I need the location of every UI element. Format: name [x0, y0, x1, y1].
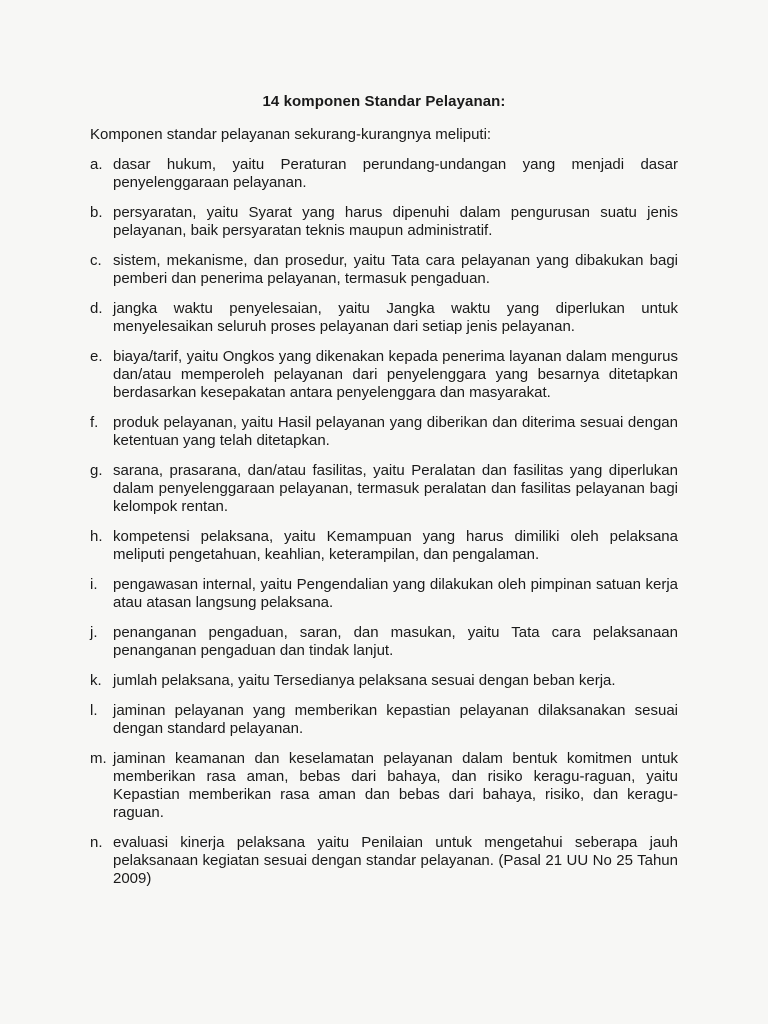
item-text: jaminan pelayanan yang memberikan kepastian pelayanan dilaksanakan sesuai dengan standard pelayanan. [113, 702, 678, 737]
list-item-k [90, 672, 678, 690]
item-text: dasar hukum, yaitu Peraturan perundang-undangan yang menjadi dasar penyelenggaraan pelayanan. [113, 156, 678, 191]
item-marker: f. [90, 414, 99, 431]
item-marker: m. [90, 750, 107, 767]
item-text: penanganan pengaduan, saran, dan masukan, yaitu Tata cara pelaksanaan penanganan pengaduan dan tindak lanjut. [113, 624, 678, 659]
list-item-c [90, 252, 678, 288]
list-item-a [90, 156, 678, 192]
item-marker: b. [90, 204, 103, 221]
item-marker: d. [90, 300, 103, 317]
item-marker: j. [90, 624, 98, 641]
list-item-n [90, 834, 678, 888]
item-marker: a. [90, 156, 103, 173]
item-text: jumlah pelaksana, yaitu Tersedianya pelaksana sesuai dengan beban kerja. [113, 672, 616, 689]
item-text: persyaratan, yaitu Syarat yang harus dipenuhi dalam pengurusan suatu jenis pelayanan, baik persyaratan teknis maupun administratif. [113, 204, 678, 239]
item-marker: g. [90, 462, 103, 479]
item-marker: h. [90, 528, 103, 545]
item-text: pengawasan internal, yaitu Pengendalian yang dilakukan oleh pimpinan satuan kerja atau atasan langsung pelaksana. [113, 576, 678, 611]
list-item-m [90, 750, 678, 822]
item-text: produk pelayanan, yaitu Hasil pelayanan yang diberikan dan diterima sesuai dengan ketentuan yang telah ditetapkan. [113, 414, 678, 449]
item-text: sistem, mekanisme, dan prosedur, yaitu Tata cara pelayanan yang dibakukan bagi pemberi dan penerima pelayanan, termasuk pengaduan. [113, 252, 678, 287]
item-text: jangka waktu penyelesaian, yaitu Jangka waktu yang diperlukan untuk menyelesaikan seluruh proses pelayanan dari setiap jenis pelayanan. [113, 300, 678, 335]
list-item-l [90, 702, 678, 738]
list-item-j [90, 624, 678, 660]
list-item-i [90, 576, 678, 612]
list-item-b [90, 204, 678, 240]
item-marker: e. [90, 348, 103, 365]
item-marker: l. [90, 702, 98, 719]
item-marker: k. [90, 672, 102, 689]
item-marker: n. [90, 834, 103, 851]
item-marker: c. [90, 252, 102, 269]
intro-text: Komponen standar pelayanan sekurang-kurangnya meliputi: [90, 126, 492, 143]
list-item-d [90, 300, 678, 336]
item-text: sarana, prasarana, dan/atau fasilitas, yaitu Peralatan dan fasilitas yang diperlukan dalam penyelenggaraan pelayanan, termasuk peralatan dan fasilitas pelayanan bagi kelompok rentan. [113, 462, 678, 515]
list-item-e [90, 348, 678, 402]
item-text: evaluasi kinerja pelaksana yaitu Penilaian untuk mengetahui seberapa jauh pelaksanaan kegiatan sesuai dengan standar pelayanan. (Pasal 21 UU No 25 Tahun 2009) [113, 834, 678, 887]
item-marker: i. [90, 576, 98, 593]
item-text: kompetensi pelaksana, yaitu Kemampuan yang harus dimiliki oleh pelaksana meliputi pengetahuan, keahlian, keterampilan, dan pengalaman. [113, 528, 678, 563]
list-item-f [90, 414, 678, 450]
item-text: biaya/tarif, yaitu Ongkos yang dikenakan kepada penerima layanan dalam mengurus dan/atau memperoleh pelayanan dari penyelenggara yang besarnya ditetapkan berdasarkan kesepakatan antara penyelenggara dan masyarakat. [113, 348, 678, 401]
list-item-g [90, 462, 678, 516]
document-title: 14 komponen Standar Pelayanan: [262, 93, 506, 110]
list-item-h [90, 528, 678, 564]
item-text: jaminan keamanan dan keselamatan pelayanan dalam bentuk komitmen untuk memberikan rasa aman, bebas dari bahaya, dan risiko keragu-raguan, yaitu Kepastian memberikan rasa aman dan bebas dari bahaya, risiko, dan keragu-raguan. [113, 750, 678, 821]
